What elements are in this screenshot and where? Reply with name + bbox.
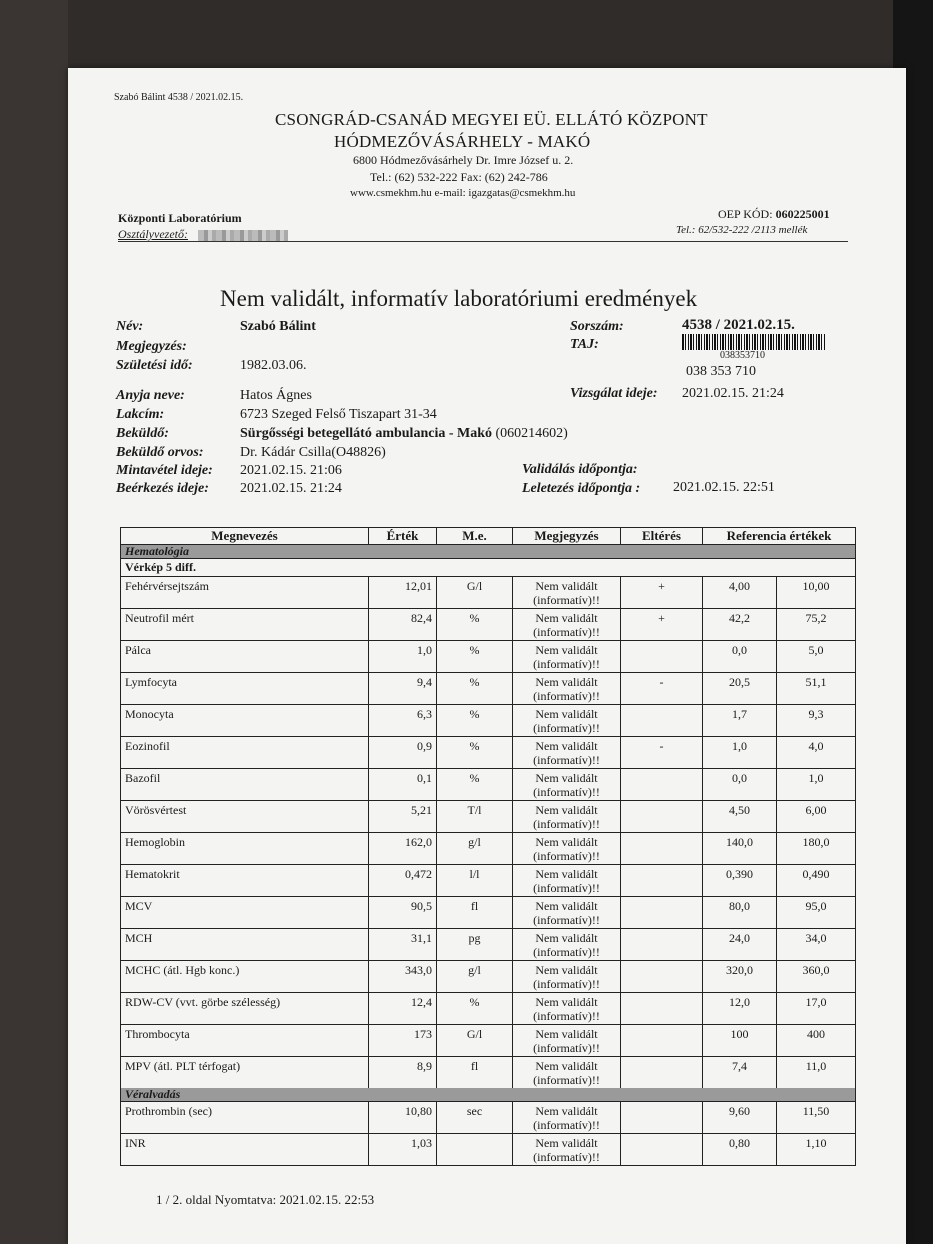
note-line: (informatív)!! bbox=[533, 657, 600, 671]
mother-label: Anyja neve: bbox=[116, 388, 185, 403]
test-deviation bbox=[621, 897, 703, 928]
test-value: 10,80 bbox=[369, 1102, 437, 1133]
reference-high: 6,00 bbox=[805, 803, 827, 817]
note-line: (informatív)!! bbox=[533, 1009, 600, 1023]
test-value: 5,21 bbox=[369, 801, 437, 832]
test-deviation: - bbox=[621, 737, 703, 768]
table-row bbox=[121, 641, 855, 673]
patient-address: 6723 Szeged Felső Tiszapart 31-34 bbox=[240, 407, 437, 422]
reference-low: 4,00 bbox=[703, 577, 777, 608]
note-label: Megjegyzés: bbox=[116, 339, 187, 354]
test-deviation bbox=[621, 705, 703, 736]
test-deviation bbox=[621, 833, 703, 864]
test-value: 90,5 bbox=[369, 897, 437, 928]
oep-code bbox=[718, 207, 830, 222]
reference-high: 34,0 bbox=[805, 931, 827, 945]
test-deviation bbox=[621, 801, 703, 832]
doctor-label: Beküldő orvos: bbox=[116, 445, 204, 460]
table-row bbox=[121, 833, 855, 865]
header-reference: Referencia értékek bbox=[726, 528, 832, 543]
note-line: Nem validált bbox=[535, 899, 598, 913]
test-deviation bbox=[621, 993, 703, 1024]
note-line: Nem validált bbox=[535, 611, 598, 625]
note-line: Nem validált bbox=[535, 643, 598, 657]
test-note bbox=[513, 1025, 621, 1056]
note-line: Nem validált bbox=[535, 835, 598, 849]
test-deviation bbox=[621, 1134, 703, 1165]
reference-low: 0,390 bbox=[703, 865, 777, 896]
reference-high: 360,0 bbox=[802, 963, 830, 977]
test-name: RDW-CV (vvt. görbe szélesség) bbox=[121, 993, 369, 1024]
test-unit: pg bbox=[437, 929, 513, 960]
table-header bbox=[121, 528, 855, 545]
patient-name: Szabó Bálint bbox=[240, 319, 316, 334]
reference-high: 75,2 bbox=[805, 611, 827, 625]
sender-label: Beküldő: bbox=[116, 426, 169, 441]
note-line: (informatív)!! bbox=[533, 689, 600, 703]
reference-low: 0,80 bbox=[703, 1134, 777, 1165]
coagulation-rows bbox=[121, 1102, 855, 1165]
reference-high: 400 bbox=[807, 1027, 825, 1041]
test-name: Prothrombin (sec) bbox=[121, 1102, 369, 1133]
test-deviation bbox=[621, 1102, 703, 1133]
sample-time: 2021.02.15. 21:06 bbox=[240, 463, 342, 478]
test-value: 1,0 bbox=[369, 641, 437, 672]
table-row bbox=[121, 929, 855, 961]
note-line: (informatív)!! bbox=[533, 593, 600, 607]
test-note bbox=[513, 961, 621, 992]
test-name: Eozinofil bbox=[121, 737, 369, 768]
note-line: Nem validált bbox=[535, 707, 598, 721]
header-value: Érték bbox=[369, 528, 437, 544]
test-unit: % bbox=[437, 737, 513, 768]
note-line: (informatív)!! bbox=[533, 1118, 600, 1132]
table-row bbox=[121, 577, 855, 609]
reference-high: 9,3 bbox=[808, 707, 824, 721]
test-name: Vörösvértest bbox=[121, 801, 369, 832]
reference-low: 24,0 bbox=[703, 929, 777, 960]
sender bbox=[240, 426, 568, 442]
sender-name: Sürgősségi betegellátó ambulancia - Makó bbox=[240, 426, 492, 441]
institution-city: HÓDMEZŐVÁSÁRHELY - MAKÓ bbox=[334, 132, 591, 151]
head-label: Osztályvezető: bbox=[118, 227, 188, 241]
note-line: Nem validált bbox=[535, 1136, 598, 1150]
table-row bbox=[121, 897, 855, 929]
taj-number: 038 353 710 bbox=[686, 364, 756, 379]
taj-barcode-text: 038353710 bbox=[720, 350, 765, 361]
header-note: Megjegyzés bbox=[513, 528, 621, 544]
note-line: Nem validált bbox=[535, 579, 598, 593]
test-deviation bbox=[621, 769, 703, 800]
test-unit: % bbox=[437, 769, 513, 800]
table-row bbox=[121, 609, 855, 641]
subsection-label: Vérkép 5 diff. bbox=[125, 560, 196, 574]
note-line: Nem validált bbox=[535, 1027, 598, 1041]
note-line: Nem validált bbox=[535, 867, 598, 881]
test-value: 8,9 bbox=[369, 1057, 437, 1088]
test-note bbox=[513, 641, 621, 672]
test-unit: l/l bbox=[437, 865, 513, 896]
order-number: 4538 / 2021.02.15. bbox=[682, 317, 795, 333]
taj-label: TAJ: bbox=[570, 337, 599, 352]
department-name: Központi Laboratórium bbox=[118, 211, 242, 225]
results-table bbox=[120, 527, 856, 1166]
table-row bbox=[121, 737, 855, 769]
test-name: MCHC (átl. Hgb konc.) bbox=[121, 961, 369, 992]
note-line: Nem validált bbox=[535, 1104, 598, 1118]
section-coagulation bbox=[121, 1088, 855, 1102]
reference-high: 1,10 bbox=[805, 1136, 827, 1150]
exam-label: Vizsgálat ideje: bbox=[570, 386, 658, 401]
test-note bbox=[513, 673, 621, 704]
test-value: 82,4 bbox=[369, 609, 437, 640]
test-value: 9,4 bbox=[369, 673, 437, 704]
table-row bbox=[121, 1134, 855, 1165]
test-note bbox=[513, 737, 621, 768]
header-name: Megnevezés bbox=[121, 528, 369, 544]
test-unit: fl bbox=[437, 897, 513, 928]
test-unit: % bbox=[437, 641, 513, 672]
test-name: Lymfocyta bbox=[121, 673, 369, 704]
section-label: Véralvadás bbox=[121, 1088, 855, 1101]
table-row bbox=[121, 865, 855, 897]
validation-label: Validálás időpontja: bbox=[522, 462, 638, 477]
sample-label: Mintavétel ideje: bbox=[116, 463, 213, 478]
note-line: (informatív)!! bbox=[533, 849, 600, 863]
test-deviation bbox=[621, 1025, 703, 1056]
test-value: 162,0 bbox=[369, 833, 437, 864]
test-value: 0,472 bbox=[369, 865, 437, 896]
page-title: Nem validált, informatív laboratóriumi eredmények bbox=[220, 286, 698, 311]
report-label: Leletezés időpontja : bbox=[522, 481, 641, 496]
test-name: MCV bbox=[121, 897, 369, 928]
hematology-rows bbox=[121, 577, 855, 1088]
department-tel: Tel.: 62/532-222 /2113 mellék bbox=[676, 224, 808, 236]
header-deviation: Eltérés bbox=[621, 528, 703, 544]
reference-high: 17,0 bbox=[805, 995, 827, 1009]
test-unit: % bbox=[437, 673, 513, 704]
reference-high: 11,0 bbox=[805, 1059, 827, 1073]
test-unit: % bbox=[437, 993, 513, 1024]
note-line: (informatív)!! bbox=[533, 785, 600, 799]
table-row bbox=[121, 769, 855, 801]
table-row bbox=[121, 993, 855, 1025]
test-note bbox=[513, 577, 621, 608]
test-note bbox=[513, 705, 621, 736]
address-label: Lakcím: bbox=[116, 407, 165, 422]
reference-high: 11,50 bbox=[802, 1104, 830, 1118]
birth-label: Születési idő: bbox=[116, 358, 193, 373]
test-unit: % bbox=[437, 609, 513, 640]
header-rule bbox=[118, 241, 848, 242]
test-unit: sec bbox=[437, 1102, 513, 1133]
name-label: Név: bbox=[116, 319, 144, 334]
reference-low: 12,0 bbox=[703, 993, 777, 1024]
test-name: Fehérvérsejtszám bbox=[121, 577, 369, 608]
taj-barcode bbox=[682, 334, 826, 350]
background-top bbox=[0, 0, 933, 70]
note-line: (informatív)!! bbox=[533, 881, 600, 895]
reference-low: 4,50 bbox=[703, 801, 777, 832]
test-deviation bbox=[621, 641, 703, 672]
reference-low: 100 bbox=[703, 1025, 777, 1056]
note-line: Nem validált bbox=[535, 963, 598, 977]
note-line: (informatív)!! bbox=[533, 977, 600, 991]
test-name: Hemoglobin bbox=[121, 833, 369, 864]
note-line: Nem validált bbox=[535, 995, 598, 1009]
test-value: 6,3 bbox=[369, 705, 437, 736]
test-note bbox=[513, 929, 621, 960]
test-name: Hematokrit bbox=[121, 865, 369, 896]
test-unit: g/l bbox=[437, 833, 513, 864]
reference-high: 95,0 bbox=[805, 899, 827, 913]
background-left bbox=[0, 0, 68, 1244]
test-name: INR bbox=[121, 1134, 369, 1165]
test-unit: G/l bbox=[437, 1025, 513, 1056]
note-line: Nem validált bbox=[535, 1059, 598, 1073]
test-note bbox=[513, 609, 621, 640]
institution-web-email: www.csmekhm.hu e-mail: igazgatas@csmekhm.hu bbox=[350, 187, 576, 199]
reference-high: 1,0 bbox=[808, 771, 824, 785]
reference-high: 180,0 bbox=[802, 835, 830, 849]
oep-label: OEP KÓD: bbox=[718, 207, 773, 221]
note-line: Nem validált bbox=[535, 739, 598, 753]
reference-high: 5,0 bbox=[808, 643, 824, 657]
reference-low: 9,60 bbox=[703, 1102, 777, 1133]
note-line: (informatív)!! bbox=[533, 945, 600, 959]
test-note bbox=[513, 1057, 621, 1088]
reference-high: 51,1 bbox=[805, 675, 827, 689]
test-value: 343,0 bbox=[369, 961, 437, 992]
birth-date: 1982.03.06. bbox=[240, 358, 307, 373]
reference-low: 7,4 bbox=[703, 1057, 777, 1088]
note-line: (informatív)!! bbox=[533, 721, 600, 735]
test-unit: T/l bbox=[437, 801, 513, 832]
reference-low: 140,0 bbox=[703, 833, 777, 864]
table-row bbox=[121, 1057, 855, 1088]
test-value: 0,1 bbox=[369, 769, 437, 800]
test-value: 12,4 bbox=[369, 993, 437, 1024]
arrival-time: 2021.02.15. 21:24 bbox=[240, 481, 342, 496]
test-note bbox=[513, 865, 621, 896]
note-line: Nem validált bbox=[535, 931, 598, 945]
test-note bbox=[513, 1134, 621, 1165]
mother-name: Hatos Ágnes bbox=[240, 388, 312, 403]
test-value: 0,9 bbox=[369, 737, 437, 768]
reference-high: 10,00 bbox=[802, 579, 830, 593]
table-row bbox=[121, 1025, 855, 1057]
note-line: (informatív)!! bbox=[533, 817, 600, 831]
subsection-vk bbox=[121, 559, 855, 577]
test-deviation: + bbox=[621, 609, 703, 640]
test-unit: g/l bbox=[437, 961, 513, 992]
report-time: 2021.02.15. 22:51 bbox=[673, 480, 775, 495]
order-label: Sorszám: bbox=[570, 319, 624, 334]
institution-name: CSONGRÁD-CSANÁD MEGYEI EÜ. ELLÁTÓ KÖZPONT bbox=[275, 110, 708, 129]
test-unit: G/l bbox=[437, 577, 513, 608]
reference-low: 1,7 bbox=[703, 705, 777, 736]
section-hematology bbox=[121, 545, 855, 559]
test-value: 12,01 bbox=[369, 577, 437, 608]
reference-low: 0,0 bbox=[703, 769, 777, 800]
test-value: 31,1 bbox=[369, 929, 437, 960]
test-unit: fl bbox=[437, 1057, 513, 1088]
reference-low: 0,0 bbox=[703, 641, 777, 672]
note-line: (informatív)!! bbox=[533, 1150, 600, 1164]
print-header: Szabó Bálint 4538 / 2021.02.15. bbox=[114, 92, 244, 103]
note-line: (informatív)!! bbox=[533, 753, 600, 767]
test-deviation bbox=[621, 1057, 703, 1088]
reference-high: 0,490 bbox=[802, 867, 830, 881]
note-line: (informatív)!! bbox=[533, 913, 600, 927]
test-note bbox=[513, 801, 621, 832]
reference-high: 4,0 bbox=[808, 739, 824, 753]
test-unit bbox=[437, 1134, 513, 1165]
test-deviation bbox=[621, 865, 703, 896]
institution-phone-fax: Tel.: (62) 532-222 Fax: (62) 242-786 bbox=[370, 170, 548, 184]
doctor-name: Dr. Kádár Csilla(O48826) bbox=[240, 445, 386, 460]
header-unit: M.e. bbox=[437, 528, 513, 544]
exam-time: 2021.02.15. 21:24 bbox=[682, 386, 784, 401]
table-row bbox=[121, 1102, 855, 1134]
test-unit: % bbox=[437, 705, 513, 736]
note-line: Nem validált bbox=[535, 803, 598, 817]
note-line: (informatív)!! bbox=[533, 1073, 600, 1087]
oep-value: 060225001 bbox=[775, 207, 830, 221]
sender-code: (060214602) bbox=[495, 426, 568, 441]
note-line: (informatív)!! bbox=[533, 625, 600, 639]
reference-low: 80,0 bbox=[703, 897, 777, 928]
test-note bbox=[513, 769, 621, 800]
test-name: Pálca bbox=[121, 641, 369, 672]
reference-low: 20,5 bbox=[703, 673, 777, 704]
test-deviation: - bbox=[621, 673, 703, 704]
test-deviation bbox=[621, 929, 703, 960]
test-name: MCH bbox=[121, 929, 369, 960]
test-value: 1,03 bbox=[369, 1134, 437, 1165]
test-note bbox=[513, 833, 621, 864]
table-row bbox=[121, 801, 855, 833]
test-note bbox=[513, 1102, 621, 1133]
test-name: Monocyta bbox=[121, 705, 369, 736]
test-value: 173 bbox=[369, 1025, 437, 1056]
institution-address: 6800 Hódmezővásárhely Dr. Imre József u. 2. bbox=[353, 153, 574, 167]
page-footer: 1 / 2. oldal Nyomtatva: 2021.02.15. 22:53 bbox=[156, 1192, 375, 1207]
section-label: Hematológia bbox=[121, 545, 855, 558]
reference-low: 42,2 bbox=[703, 609, 777, 640]
test-note bbox=[513, 897, 621, 928]
arrival-label: Beérkezés ideje: bbox=[116, 481, 209, 496]
note-line: Nem validált bbox=[535, 771, 598, 785]
reference-low: 1,0 bbox=[703, 737, 777, 768]
test-name: MPV (átl. PLT térfogat) bbox=[121, 1057, 369, 1088]
table-row bbox=[121, 673, 855, 705]
test-deviation bbox=[621, 961, 703, 992]
note-line: (informatív)!! bbox=[533, 1041, 600, 1055]
table-row bbox=[121, 705, 855, 737]
lab-report-page bbox=[68, 68, 906, 1244]
test-note bbox=[513, 993, 621, 1024]
reference-low: 320,0 bbox=[703, 961, 777, 992]
table-row bbox=[121, 961, 855, 993]
test-name: Thrombocyta bbox=[121, 1025, 369, 1056]
note-line: Nem validált bbox=[535, 675, 598, 689]
test-name: Bazofil bbox=[121, 769, 369, 800]
test-name: Neutrofil mért bbox=[121, 609, 369, 640]
test-deviation: + bbox=[621, 577, 703, 608]
